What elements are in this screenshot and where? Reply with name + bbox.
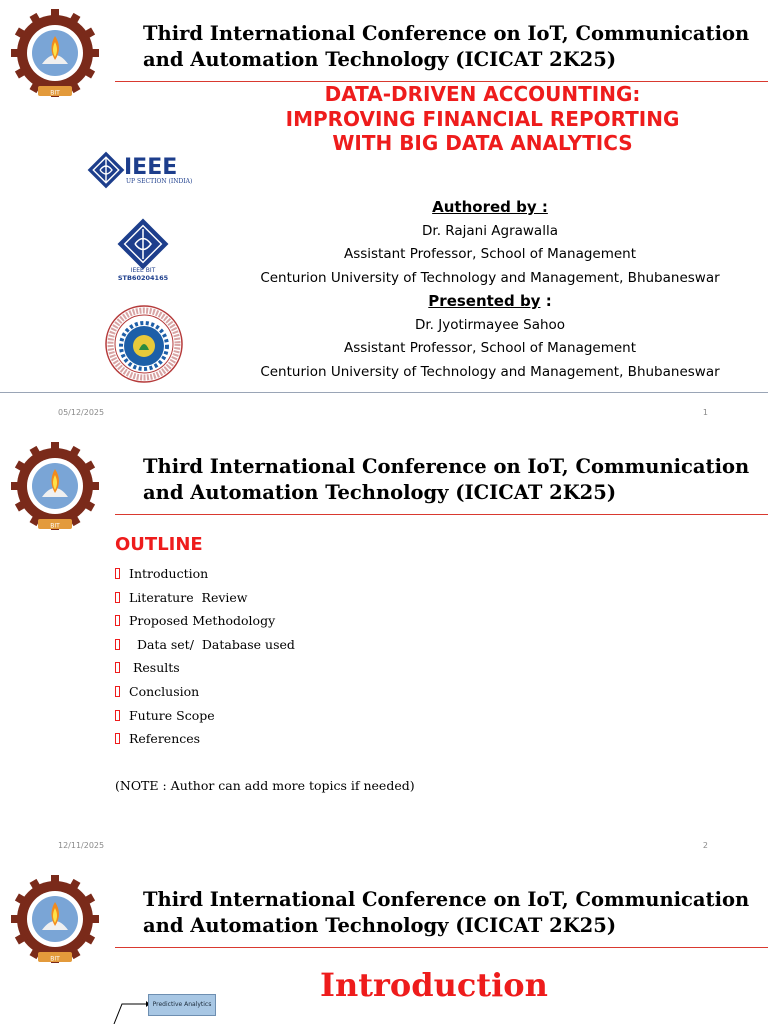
outline-item-label: Introduction — [129, 566, 209, 581]
list-item — [115, 562, 295, 586]
ieee-section: UP SECTION (INDIA) — [126, 178, 193, 185]
slide-1-date: 05/12/2025 — [58, 408, 105, 417]
conference-title — [143, 21, 749, 73]
outline-heading: OUTLINE — [115, 534, 203, 555]
slide-2-number: 2 — [702, 841, 708, 850]
bullet-icon — [115, 615, 120, 626]
author-name: Dr. Rajani Agrawalla — [422, 222, 558, 239]
outline-item-label: Proposed Methodology — [129, 613, 276, 629]
bit-logo — [10, 8, 100, 98]
ieee-bit-logo — [112, 218, 174, 286]
bit-logo-abbr: BIT — [50, 955, 60, 963]
authored-by-heading: Authored by : — [432, 198, 548, 216]
bullet-icon — [115, 710, 120, 721]
slide-1 — [0, 0, 768, 400]
outline-item-label: Literature Review — [129, 589, 248, 605]
presented-by-colon: : — [540, 292, 552, 310]
conference-title-line1: Third International Conference on IoT, Communication — [143, 22, 750, 45]
outline-item-label: Conclusion — [129, 683, 200, 699]
outline-item-label: Data set/ Database used — [129, 636, 295, 652]
conference-title — [143, 887, 749, 939]
bullet-icon — [115, 686, 120, 697]
outline-list — [115, 562, 295, 751]
bullet-icon — [115, 568, 120, 579]
university-seal — [104, 304, 184, 384]
paper-title — [200, 82, 765, 156]
authors-block — [240, 196, 740, 384]
ieee-bit-label: IEEE BIT — [130, 267, 156, 274]
presented-by-label: Presented by — [428, 292, 541, 310]
ieee-wordmark: IEEE — [124, 155, 178, 180]
conference-title-line2: and Automation Technology (ICICAT 2K25) — [143, 481, 617, 504]
list-item — [115, 586, 295, 610]
paper-title-line3: WITH BIG DATA ANALYTICS — [332, 131, 633, 155]
title-divider — [115, 514, 768, 515]
conference-title-line1: Third International Conference on IoT, Communication — [143, 455, 750, 478]
ieee-logo — [84, 148, 204, 192]
bit-logo-abbr: BIT — [50, 522, 60, 530]
presenter-organization: Centurion University of Technology and Management, Bhubaneswar — [260, 363, 720, 380]
bullet-icon — [115, 733, 120, 744]
conference-title-line1: Third International Conference on IoT, Communication — [143, 888, 750, 911]
author-organization: Centurion University of Technology and Management, Bhubaneswar — [260, 269, 720, 286]
bullet-icon — [115, 662, 120, 673]
outline-item-label: Results — [129, 660, 180, 676]
list-item — [115, 704, 295, 728]
title-divider — [115, 947, 768, 948]
bit-logo — [10, 441, 100, 531]
list-item — [115, 680, 295, 704]
list-item — [115, 727, 295, 751]
paper-title-line1: DATA-DRIVEN ACCOUNTING: — [324, 82, 641, 106]
introduction-heading: Introduction — [320, 966, 548, 1004]
bullet-icon — [115, 592, 120, 603]
conference-title-line2: and Automation Technology (ICICAT 2K25) — [143, 48, 617, 71]
conference-title-line2: and Automation Technology (ICICAT 2K25) — [143, 914, 617, 937]
ieee-bit-code: STB60204165 — [117, 274, 169, 282]
slide-2-date: 12/11/2025 — [58, 841, 105, 850]
presented-by-heading — [240, 290, 740, 314]
paper-title-line2: IMPROVING FINANCIAL REPORTING — [285, 106, 680, 131]
list-item — [115, 656, 295, 680]
slide-2 — [0, 433, 768, 833]
slide-3 — [0, 866, 768, 1024]
outline-item-label: Future Scope — [129, 707, 215, 723]
bit-logo — [10, 874, 100, 964]
author-role: Assistant Professor, School of Management — [343, 246, 637, 262]
list-item — [115, 633, 295, 657]
slide-separator — [0, 392, 768, 393]
list-item — [115, 609, 295, 633]
presenter-name: Dr. Jyotirmayee Sahoo — [414, 316, 566, 333]
presenter-role: Assistant Professor, School of Management — [343, 340, 637, 356]
conference-title — [143, 454, 749, 506]
outline-item-label: References — [129, 731, 201, 747]
bit-logo-abbr: BIT — [50, 89, 60, 97]
predictive-analytics-box: Predictive Analytics — [148, 994, 216, 1016]
bullet-icon — [115, 639, 120, 650]
slide-1-number: 1 — [702, 408, 708, 417]
outline-note: (NOTE : Author can add more topics if needed) — [115, 778, 415, 793]
